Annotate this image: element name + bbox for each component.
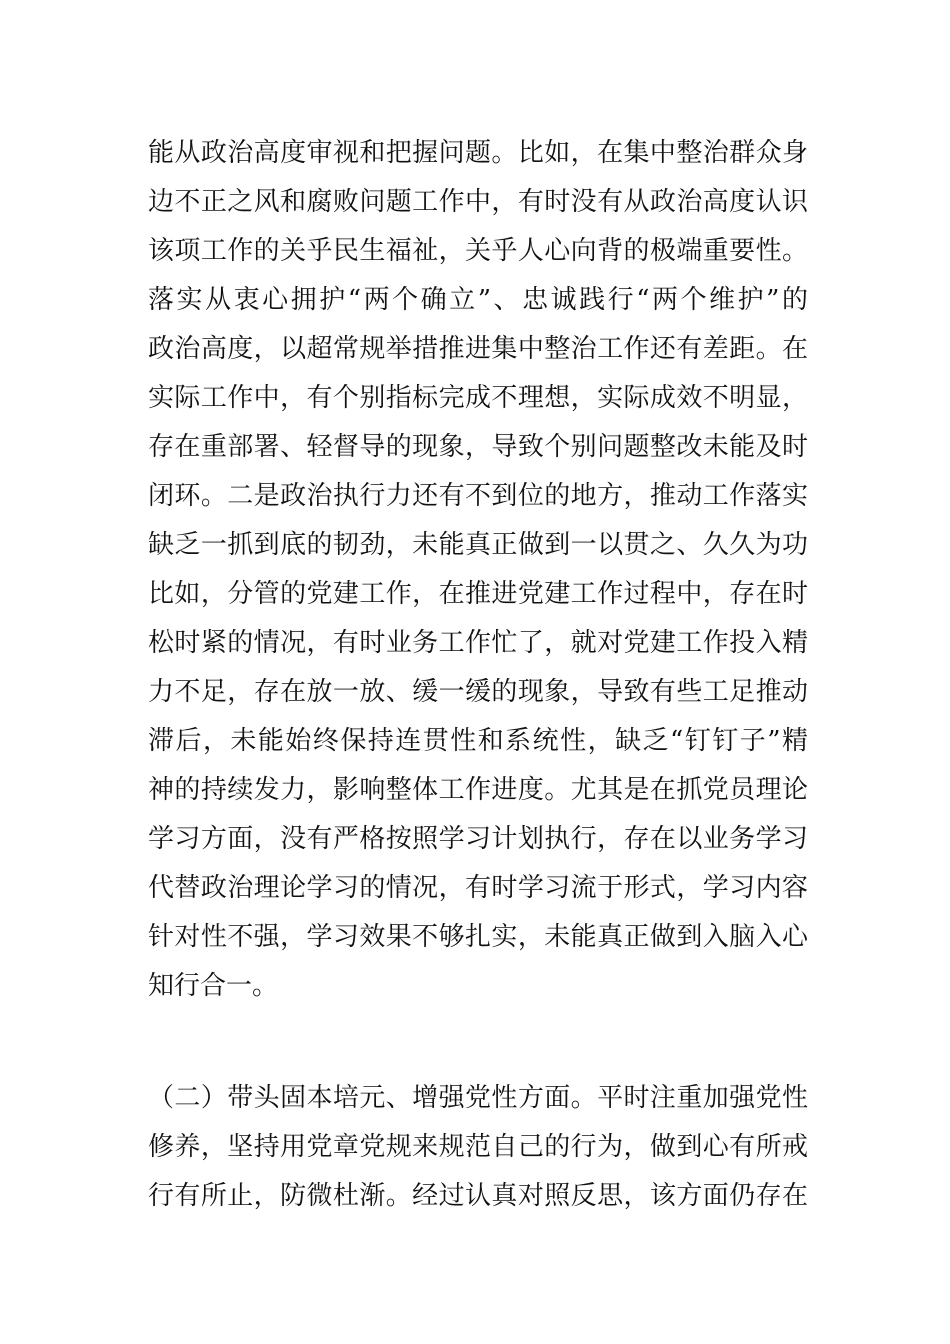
text-line: 学习方面，没有严格按照学习计划执行，存在以业务学习 bbox=[148, 824, 808, 854]
text-line: 落实从衷心拥护“两个确立”、忠诚践行“两个维护”的 bbox=[148, 285, 808, 315]
section-heading-line: （二）带头固本培元、增强党性方面。平时注重加强党性 bbox=[148, 1083, 808, 1113]
text-line: 闭环。二是政治执行力还有不到位的地方，推动工作落实 bbox=[148, 481, 808, 511]
text-line: 能从政治高度审视和把握问题。比如，在集中整治群众身 bbox=[148, 138, 808, 168]
text-line: 边不正之风和腐败问题工作中，有时没有从政治高度认识 bbox=[148, 187, 808, 217]
text-line: 实际工作中，有个别指标完成不理想，实际成效不明显， bbox=[148, 383, 808, 413]
text-line: 该项工作的关乎民生福祉，关乎人心向背的极端重要性。 bbox=[148, 236, 808, 266]
text-line: 行有所止，防微杜渐。经过认真对照反思，该方面仍存在 bbox=[148, 1181, 808, 1211]
text-line: 修养，坚持用党章党规来规范自己的行为，做到心有所戒 bbox=[148, 1132, 808, 1162]
text-line: 比如，分管的党建工作，在推进党建工作过程中，存在时 bbox=[148, 579, 808, 609]
text-line: 针对性不强，学习效果不够扎实，未能真正做到入脑入心 bbox=[148, 922, 808, 952]
text-line: 政治高度，以超常规举措推进集中整治工作还有差距。在 bbox=[148, 334, 808, 364]
text-line: 神的持续发力，影响整体工作进度。尤其是在抓党员理论 bbox=[148, 775, 808, 805]
text-line: 知行合一。 bbox=[148, 971, 279, 1001]
text-line: 代替政治理论学习的情况，有时学习流于形式，学习内容 bbox=[148, 873, 808, 903]
text-line: 松时紧的情况，有时业务工作忙了，就对党建工作投入精 bbox=[148, 628, 808, 658]
text-line: 力不足，存在放一放、缓一缓的现象，导致有些工足推动 bbox=[148, 677, 808, 707]
text-line: 存在重部署、轻督导的现象，导致个别问题整改未能及时 bbox=[148, 432, 808, 462]
text-line: 缺乏一抓到底的韧劲，未能真正做到一以贯之、久久为功 bbox=[148, 530, 808, 560]
text-line: 滞后，未能始终保持连贯性和系统性，缺乏“钉钉子”精 bbox=[148, 726, 808, 756]
